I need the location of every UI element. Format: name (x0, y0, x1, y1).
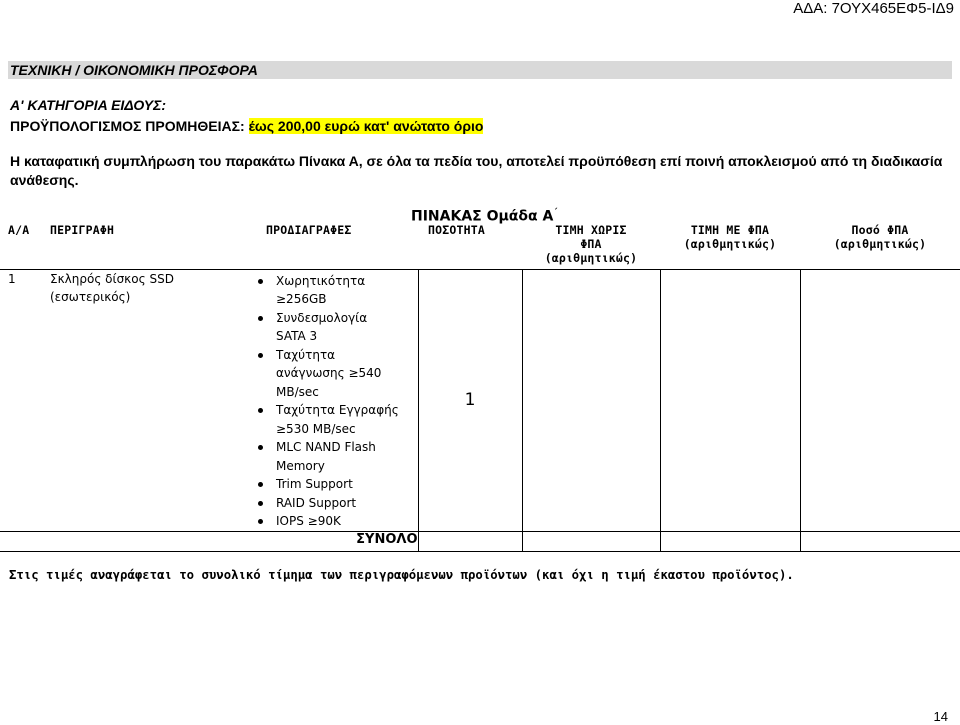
spec-item: Συνδεσμολογία (252, 309, 418, 328)
row-aa: 1 (0, 269, 42, 531)
section-title: ΤΕΧΝΙΚΗ / ΟΙΚΟΝΟΜΙΚΗ ΠΡΟΣΦΟΡΑ (8, 61, 952, 79)
row-description (42, 269, 248, 531)
total-cell-desc (42, 531, 248, 551)
spec-item: IOPS ≥90K (252, 512, 418, 531)
row-specs (248, 269, 418, 531)
total-price-vat[interactable] (660, 531, 800, 551)
header-price-vat-line1: ΤΙΜΗ ΜΕ ΦΠΑ (690, 223, 770, 237)
budget-value: έως 200,00 ευρώ κατ' ανώτατο όριο (248, 118, 484, 134)
spec-item: SATA 3 (276, 329, 318, 343)
page-number: 14 (933, 709, 948, 724)
spec-list (252, 272, 418, 531)
spec-item: ≥530 MB/sec (276, 421, 356, 436)
row-quantity: 1 (418, 269, 522, 531)
table-title-text: ΠΙΝΑΚΑΣ Ομάδα Α (411, 208, 554, 225)
category-label: Α' ΚΑΤΗΓΟΡΙΑ ΕΙΔΟΥΣ: (10, 97, 166, 113)
instructions-note: Η καταφατική συμπλήρωση του παρακάτω Πίνακα Α, σε όλα τα πεδία του, αποτελεί προϋπόθεση επί ποινή αποκλεισμού από τη διαδικασία ανάθεσης. (10, 153, 943, 188)
total-vat-amount[interactable] (800, 531, 960, 551)
spec-item: Ταχύτητα Εγγραφής (252, 401, 418, 420)
total-label: ΣΥΝΟΛΟ (248, 531, 418, 551)
header-vat-amount-line1: Ποσό ΦΠΑ (851, 223, 909, 237)
row-price-vat[interactable] (660, 269, 800, 531)
header-price-no-vat-line3: (αριθμητικώς) (544, 251, 638, 265)
header-vat-amount (800, 223, 960, 269)
spec-item: Trim Support (252, 475, 418, 494)
spec-item: Ταχύτητα (252, 346, 418, 365)
spec-item: RAID Support (252, 494, 418, 513)
spec-item: ανάγνωσης ≥540 (276, 366, 382, 380)
budget-line (10, 118, 483, 134)
spec-item: MLC NAND Flash (252, 438, 418, 457)
header-quantity: ΠΟΣΟΤΗΤΑ (428, 223, 485, 237)
total-cell-aa (0, 531, 42, 551)
spec-item: ≥256GB (276, 292, 327, 306)
table-header-row (0, 223, 960, 269)
offer-table (0, 223, 960, 552)
spec-item: Χωρητικότητα (252, 272, 418, 291)
header-vat-amount-line2: (αριθμητικώς) (833, 237, 927, 251)
total-quantity (418, 531, 522, 551)
row-description-line1: Σκληρός δίσκος SSD (50, 271, 174, 286)
header-price-vat (660, 223, 800, 269)
total-price-no-vat[interactable] (522, 531, 660, 551)
table-row (0, 269, 960, 531)
header-price-no-vat-line2: ΦΠΑ (580, 237, 602, 251)
table-title-mark: ΄ (553, 208, 558, 218)
header-specs: ΠΡΟΔΙΑΓΡΑΦΕΣ (266, 223, 352, 237)
header-price-no-vat-line1: ΤΙΜΗ ΧΩΡΙΣ (555, 223, 627, 237)
spec-item: MB/sec (276, 384, 319, 399)
row-vat-amount[interactable] (800, 269, 960, 531)
header-aa: Α/Α (8, 223, 30, 237)
spec-item: Memory (276, 458, 325, 473)
total-row (0, 531, 960, 551)
footer-note: Στις τιμές αναγράφεται το συνολικό τίμημα των περιγραφόμενων προϊόντων (και όχι η τιμή έκαστου προϊόντος). (9, 568, 794, 582)
row-price-no-vat[interactable] (522, 269, 660, 531)
budget-label: ΠΡΟΫΠΟΛΟΓΙΣΜΟΣ ΠΡΟΜΗΘΕΙΑΣ: (10, 118, 245, 134)
header-price-no-vat (522, 223, 660, 269)
row-description-line2: (εσωτερικός) (50, 290, 131, 304)
header-description: ΠΕΡΙΓΡΑΦΗ (50, 223, 115, 237)
header-price-vat-line2: (αριθμητικώς) (683, 237, 777, 251)
ada-code: ΑΔΑ: 7ΟΥΧ465ΕΦ5-ΙΔ9 (793, 0, 954, 17)
